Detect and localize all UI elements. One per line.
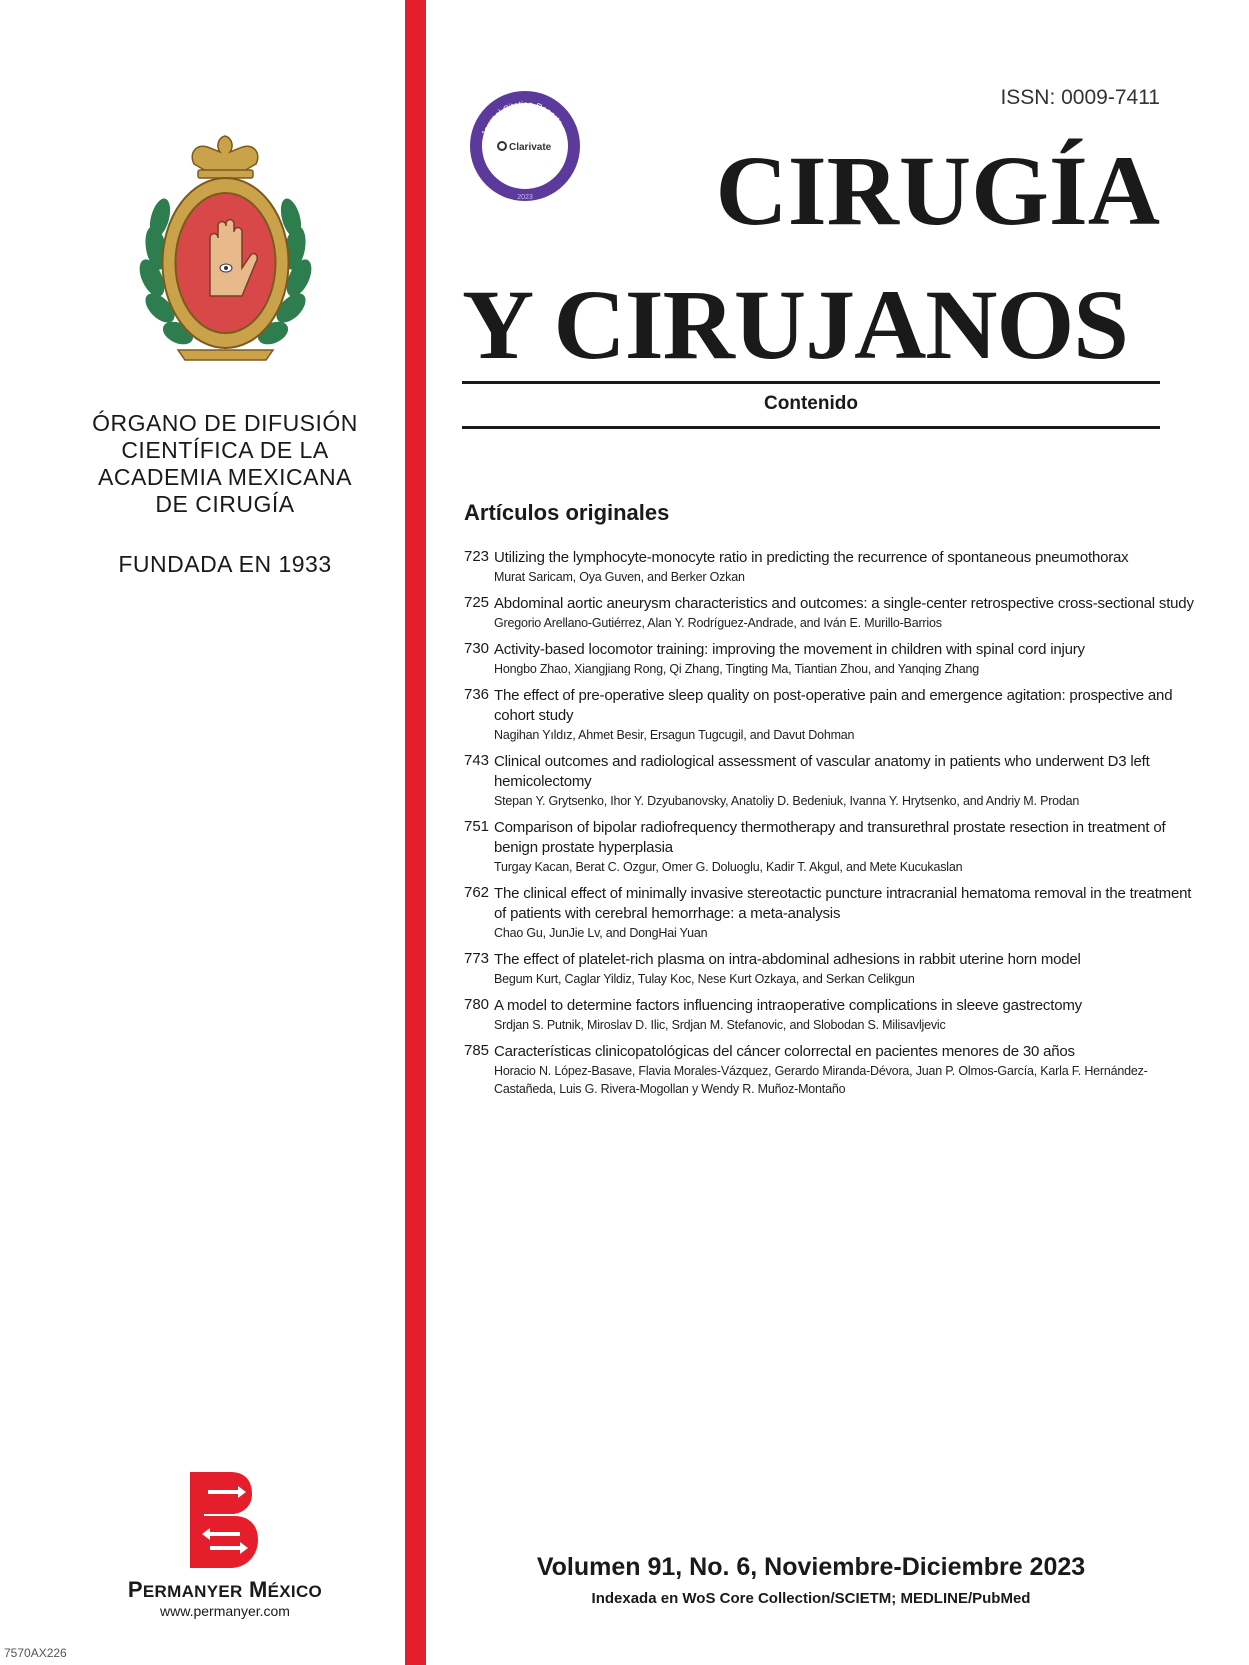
volume-info: Volumen 91, No. 6, Noviembre-Diciembre 2023 — [536, 1553, 1086, 1581]
article-page: 762 — [464, 884, 490, 901]
article-authors: Stepan Y. Grytsenko, Ihor Y. Dzyubanovsky, Anatoliy D. Bedeniuk, Ivanna Y. Hrytsenko, and Andriy M. Prodan — [494, 794, 1080, 808]
article-page: 743 — [464, 752, 490, 769]
organ-text — [50, 410, 400, 518]
article-title: Clinical outcomes and radiological assessment of vascular anatomy in patients who underwent D3 left hemicolectomy — [494, 753, 1150, 790]
founded-text: FUNDADA EN 1933 — [118, 551, 332, 577]
article-entry — [464, 548, 1194, 586]
article-entry — [464, 594, 1194, 632]
article-title: Comparison of bipolar radiofrequency thermotherapy and transurethral prostate resection in treatment of benign prostate hyperplasia — [494, 819, 1166, 856]
article-page: 736 — [464, 686, 490, 703]
article-entry — [464, 818, 1194, 876]
article-title: Características clinicopatológicas del cáncer colorrectal en pacientes menores de 30 años — [494, 1043, 1075, 1060]
article-page: 785 — [464, 1042, 490, 1059]
red-divider-bar — [405, 0, 426, 1665]
organ-line: ACADEMIA MEXICANA — [98, 464, 352, 490]
article-page: 751 — [464, 818, 490, 835]
permanyer-logo-icon — [190, 1472, 260, 1568]
article-page: 725 — [464, 594, 490, 611]
article-authors: Srdjan S. Putnik, Miroslav D. Ilic, Srdjan M. Stefanovic, and Slobodan S. Milisavljevic — [494, 1018, 946, 1032]
publisher-name: PERMANYER MÉXICO — [127, 1577, 323, 1602]
academy-emblem-icon — [138, 128, 313, 371]
organ-line: ÓRGANO DE DIFUSIÓN — [92, 410, 358, 436]
article-entry — [464, 884, 1194, 942]
journal-title-line2: Y CIRUJANOS — [462, 269, 1128, 380]
contents-label: Contenido — [764, 393, 858, 414]
article-entry — [464, 950, 1194, 988]
article-authors: Turgay Kacan, Berat C. Ozgur, Omer G. Doluoglu, Kadir T. Akgul, and Mete Kucukaslan — [494, 860, 963, 874]
article-title: The clinical effect of minimally invasive stereotactic puncture intracranial hematoma removal in the treatment of patients with cerebral hemorrhage: a meta-analysis — [494, 885, 1192, 922]
article-authors: Chao Gu, JunJie Lv, and DongHai Yuan — [494, 926, 708, 940]
article-authors: Murat Saricam, Oya Guven, and Berker Ozkan — [494, 570, 745, 584]
article-entry — [464, 752, 1194, 810]
article-authors: Gregorio Arellano-Gutiérrez, Alan Y. Rodríguez-Andrade, and Iván E. Murillo-Barrios — [494, 616, 942, 630]
journal-title-line1: CIRUGÍA — [715, 135, 1160, 246]
section-heading: Artículos originales — [464, 500, 670, 525]
cover-code: 7570AX226 — [4, 1646, 67, 1660]
article-authors: Horacio N. López-Basave, Flavia Morales-Vázquez, Gerardo Miranda-Dévora, Juan P. Olmos-García, Karla F. Hernández-Castañeda, Luis G. Rivera-Mogollan y Wendy R. Muñoz-Montaño — [494, 1064, 1148, 1096]
article-title: A model to determine factors influencing intraoperative complications in sleeve gastrectomy — [494, 997, 1082, 1014]
badge-brand: Clarivate — [509, 142, 552, 153]
article-authors: Begum Kurt, Caglar Yildiz, Tulay Koc, Nese Kurt Ozkaya, and Serkan Celikgun — [494, 972, 915, 986]
article-authors: Hongbo Zhao, Xiangjiang Rong, Qi Zhang, Tingting Ma, Tiantian Zhou, and Yanqing Zhang — [494, 662, 979, 676]
article-title: Activity-based locomotor training: improving the movement in children with spinal cord injury — [494, 641, 1085, 658]
article-title: Utilizing the lymphocyte-monocyte ratio in predicting the recurrence of spontaneous pneumothorax — [494, 549, 1129, 566]
contents-rule-top — [462, 381, 1160, 384]
badge-arc-text: Journal Citation Reports — [479, 98, 566, 137]
article-page: 780 — [464, 996, 490, 1013]
contents-rule-bottom — [462, 426, 1160, 429]
organ-line: DE CIRUGÍA — [155, 491, 295, 517]
article-list — [464, 548, 1194, 1106]
organ-line: CIENTÍFICA DE LA — [121, 437, 329, 463]
publisher-url: www.permanyer.com — [160, 1603, 290, 1619]
article-page: 773 — [464, 950, 490, 967]
article-entry — [464, 686, 1194, 744]
badge-year: 2023 — [517, 194, 533, 201]
article-title: Abdominal aortic aneurysm characteristics and outcomes: a single-center retrospective cross-sectional study — [494, 595, 1194, 612]
article-entry — [464, 1042, 1194, 1098]
article-title: The effect of pre-operative sleep quality on post-operative pain and emergence agitation: prospective and cohort study — [494, 687, 1173, 724]
article-page: 723 — [464, 548, 490, 565]
article-title: The effect of platelet-rich plasma on intra-abdominal adhesions in rabbit uterine horn model — [494, 951, 1081, 968]
article-page: 730 — [464, 640, 490, 657]
issn: ISSN: 0009-7411 — [1000, 86, 1160, 109]
article-entry — [464, 640, 1194, 678]
article-authors: Nagihan Yıldız, Ahmet Besir, Ersagun Tugcugil, and Davut Dohman — [494, 728, 855, 742]
indexing-info: Indexada en WoS Core Collection/SCIETM; MEDLINE/PubMed — [591, 1590, 1031, 1607]
article-entry — [464, 996, 1194, 1034]
